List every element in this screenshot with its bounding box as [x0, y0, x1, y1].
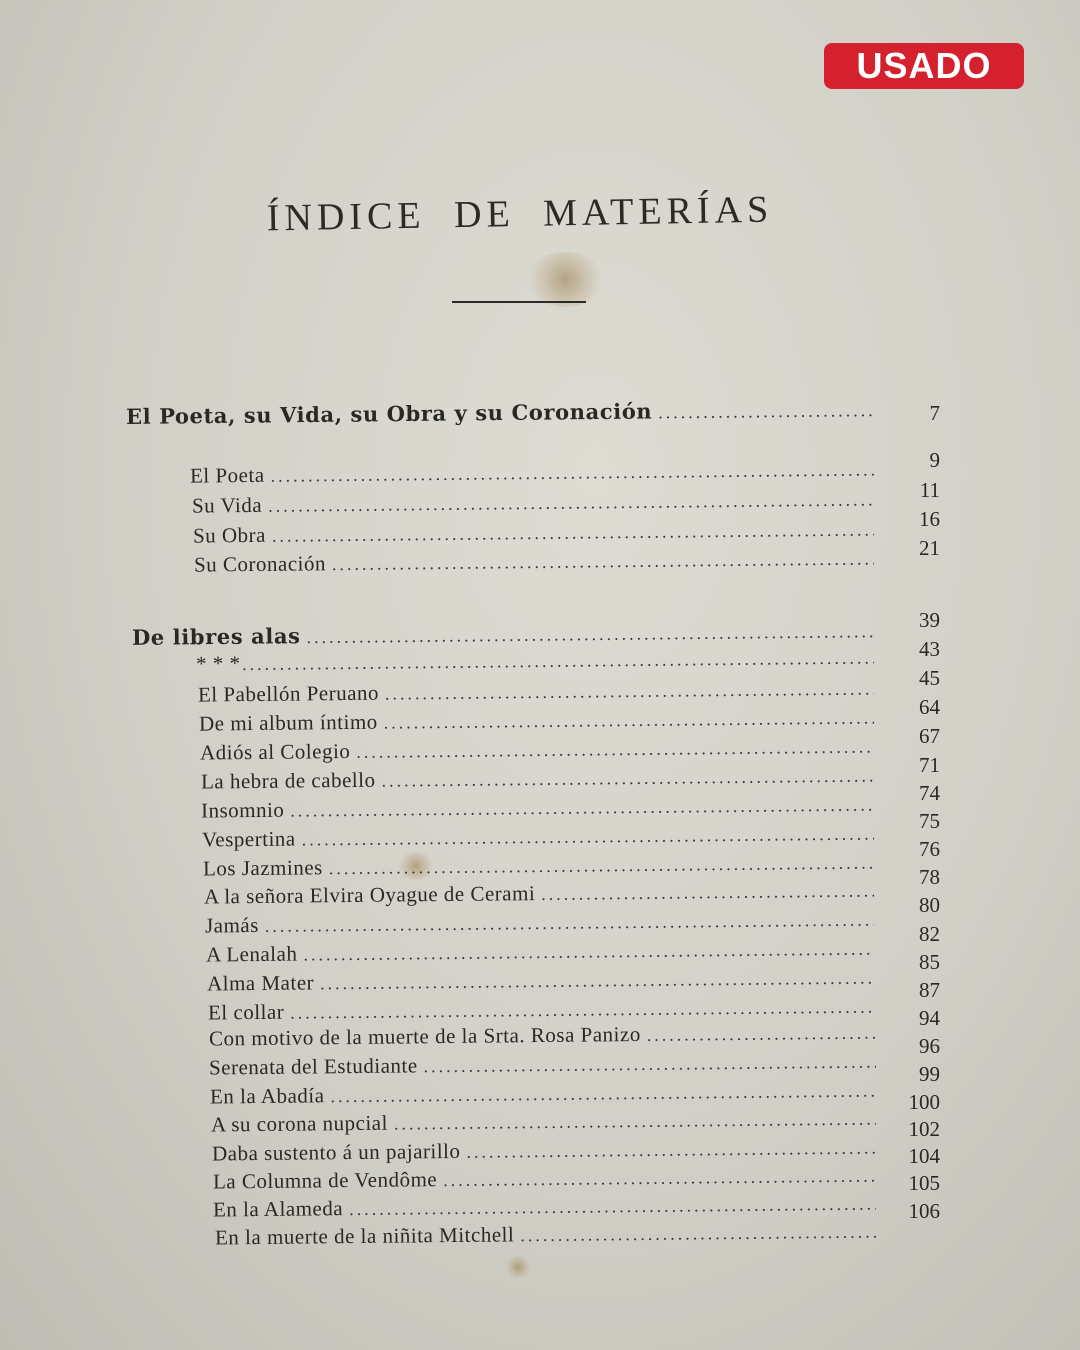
toc-page-number: 7: [929, 401, 940, 425]
dot-leader: [647, 1023, 876, 1046]
dot-leader: [466, 1138, 876, 1163]
toc-label: Su Obra: [192, 522, 267, 548]
toc-row: [204, 877, 880, 909]
toc-row: [190, 456, 880, 488]
toc-label: Daba sustento á un pajarillo: [211, 1138, 461, 1166]
toc-page-number: 74: [919, 781, 940, 805]
dot-leader: [268, 489, 874, 516]
toc-label: Su Vida: [191, 492, 263, 518]
dot-leader: [270, 459, 874, 486]
toc-row: [215, 1219, 882, 1251]
toc-label: Adiós al Colegio: [199, 738, 351, 765]
toc-page-number: 99: [919, 1062, 940, 1086]
dot-leader: [330, 1081, 876, 1108]
toc-row: [193, 516, 880, 548]
toc-page-number: 82: [919, 922, 940, 946]
toc-page-number: 85: [919, 950, 940, 974]
toc-label: Los Jazmines: [202, 855, 323, 881]
dot-leader: [381, 766, 874, 792]
toc-page-number: 21: [919, 536, 940, 560]
dot-leader: [424, 1052, 877, 1078]
toc-label: La Columna de Vendôme: [212, 1167, 438, 1194]
toc-label: A la señora Elvira Oyague de Cerami: [203, 881, 536, 909]
toc-page-number: 104: [908, 1144, 940, 1168]
toc-label: Con motivo de la muerte de la Srta. Rosa Panizo: [208, 1022, 641, 1051]
toc-page-number: 64: [919, 695, 940, 719]
dot-leader: [541, 881, 874, 905]
toc-label: Insomnio: [200, 797, 285, 823]
toc-row: [205, 906, 880, 938]
toc-section-row: [126, 396, 882, 429]
toc-row: [198, 675, 880, 707]
dot-leader: [394, 1109, 876, 1135]
toc-page-number: 94: [919, 1006, 940, 1030]
toc-label: En la Abadía: [209, 1083, 325, 1109]
toc-row: [210, 1077, 882, 1109]
toc-page-number: 80: [919, 893, 940, 917]
toc-row: [213, 1190, 882, 1222]
toc-label: Su Coronación: [193, 551, 327, 577]
dot-leader: [443, 1166, 876, 1192]
toc-row: [194, 545, 880, 577]
toc-row: [202, 820, 880, 852]
toc-label: Alma Mater: [206, 970, 315, 996]
toc-row: [192, 486, 880, 518]
toc-page-number: 87: [919, 978, 940, 1002]
paper-stain: [525, 252, 605, 307]
toc-label: El Poeta, su Vida, su Obra y su Coronación: [125, 398, 653, 429]
toc-section-row: [132, 617, 882, 650]
toc-label: La hebra de cabello: [200, 767, 376, 794]
toc-row: [199, 704, 880, 736]
title-rule: [452, 301, 586, 303]
dot-leader: [349, 1194, 876, 1221]
toc-page-number: 45: [919, 666, 940, 690]
toc-row: [213, 1162, 882, 1194]
used-badge: USADO: [824, 43, 1024, 89]
dot-leader: [520, 1222, 876, 1247]
dot-leader: [356, 737, 874, 763]
toc-row: [206, 935, 880, 967]
toc-label: Jamás: [204, 912, 259, 938]
page-title: ÍNDICE DE MATERÍAS: [266, 188, 774, 240]
toc-label: A Lenalah: [205, 941, 298, 967]
dot-leader: [242, 647, 874, 675]
toc-page-number: 100: [908, 1090, 940, 1114]
toc-label: En la Alameda: [212, 1196, 344, 1222]
toc-row: [212, 1134, 882, 1166]
toc-page-number: 9: [929, 448, 940, 472]
dot-leader: [329, 853, 874, 880]
toc-label: Serenata del Estudiante: [208, 1053, 418, 1080]
toc-page-number: 96: [919, 1034, 940, 1058]
dot-leader: [385, 678, 874, 704]
toc-page-number: 75: [919, 809, 940, 833]
toc-label: El collar: [207, 999, 285, 1025]
toc-row: [203, 849, 880, 881]
dot-leader: [302, 824, 875, 851]
toc-label: En la muerte de la niñita Mitchell: [214, 1222, 515, 1250]
dot-leader: [658, 400, 876, 423]
toc-page-number: 43: [919, 637, 940, 661]
toc-page-number: 67: [919, 724, 940, 748]
toc-row: [200, 733, 880, 765]
toc-row: [211, 1105, 882, 1137]
toc-page-number: 76: [919, 837, 940, 861]
toc-page-number: 39: [919, 608, 940, 632]
toc-label: A su corona nupcial: [210, 1110, 389, 1137]
toc-page-number: 105: [908, 1171, 940, 1195]
toc-page-number: 106: [908, 1199, 940, 1223]
dot-leader: [306, 621, 876, 648]
dot-leader: [384, 707, 874, 733]
dot-leader: [332, 548, 874, 575]
toc-page-number: 78: [919, 865, 940, 889]
toc-page-number: 16: [919, 507, 940, 531]
toc-row: [209, 1048, 882, 1080]
toc-page-number: 102: [908, 1117, 940, 1141]
dot-leader: [320, 968, 874, 995]
toc-label: De libres alas: [131, 623, 301, 650]
toc-row: [201, 762, 880, 794]
toc-page-number: 71: [919, 753, 940, 777]
toc-label: El Pabellón Peruano: [197, 680, 380, 707]
toc-row: [207, 964, 880, 996]
dot-leader: [272, 519, 874, 546]
toc-label: Vespertina: [201, 826, 296, 852]
toc-label: De mi album íntimo: [198, 709, 378, 736]
dot-leader: [303, 939, 874, 966]
paper-stain: [505, 1256, 531, 1278]
toc-page-number: 11: [919, 478, 940, 502]
asterism: * * *: [195, 651, 241, 676]
dot-leader: [290, 795, 874, 822]
toc-row: [201, 791, 880, 823]
dot-leader: [265, 910, 874, 937]
toc-row: [196, 647, 880, 675]
toc-label: El Poeta: [189, 462, 265, 488]
